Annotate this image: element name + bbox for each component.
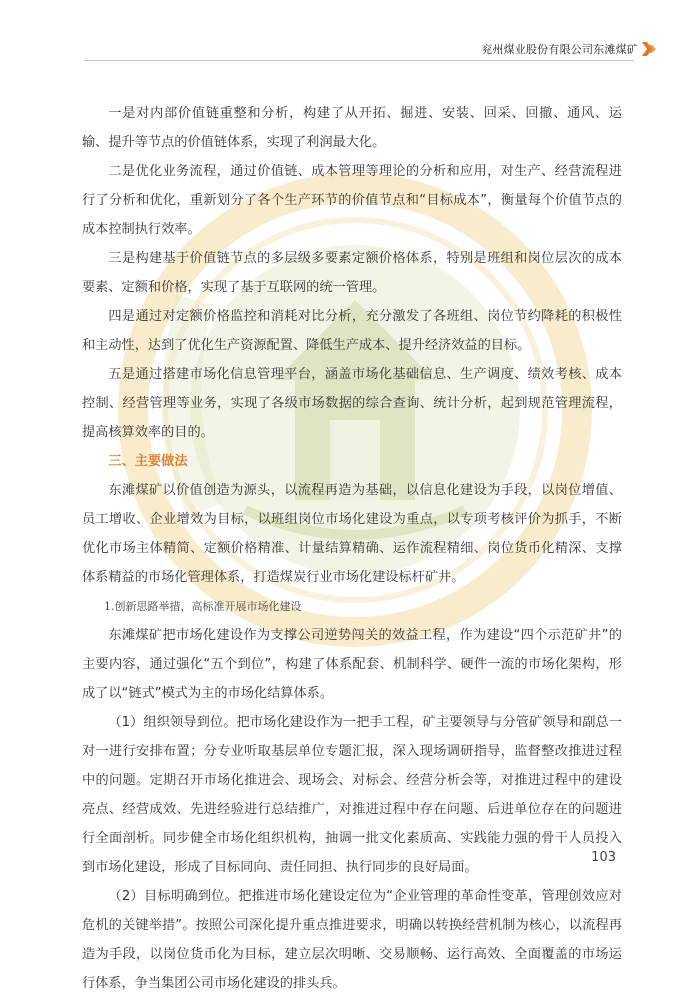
- paragraph: 一是对内部价值链重整和分析，构建了从开拓、掘进、安装、回采、回撤、通风、运输、提升等节点的价值链体系，实现了利润最大化。: [82, 106, 622, 150]
- sub-heading: 1.创新思路举措，高标准开展市场化建设: [104, 600, 302, 613]
- paragraph: 五是通过搭建市场化信息管理平台，涵盖市场化基础信息、生产调度、绩效考核、成本控制、经营管理等业务，实现了各级市场数据的综合查询、统计分析，起到规范管理流程，提高核算效率的目的。: [82, 367, 622, 440]
- header-divider: [84, 60, 634, 61]
- paragraph: 四是通过对定额价格监控和消耗对比分析，充分激发了各班组、岗位节约降耗的积极性和主动性，达到了优化生产资源配置、降低生产成本、提升经济效益的目标。: [82, 309, 622, 353]
- page-number: 103: [591, 850, 616, 865]
- section-heading: 三、主要做法: [108, 454, 188, 469]
- sub-intro: 东滩煤矿把市场化建设作为支撑公司逆势闯关的效益工程，作为建设“四个示范矿井”的主要内容，通过强化“五个到位”，构建了体系配套、机制科学、硬件一流的市场化架构，形成了以“链式”模式为主的市场化结算体系。: [82, 628, 622, 701]
- header-title: 兖州煤业股份有限公司东滩煤矿: [481, 43, 638, 56]
- article-body: [82, 99, 622, 998]
- paragraph: 二是优化业务流程，通过价值链、成本管理等理论的分析和应用，对生产、经营流程进行了分析和优化，重新划分了各个生产环节的价值节点和“目标成本”，衡量每个价值节点的成本控制执行效率。: [82, 164, 622, 237]
- paragraph: 三是构建基于价值链节点的多层级多要素定额价格体系，特别是班组和岗位层次的成本要素、定额和价格，实现了基于互联网的统一管理。: [82, 251, 622, 295]
- page-header: [0, 30, 700, 70]
- list-item-1: （1）组织领导到位。把市场化建设作为一把手工程，矿主要领导与分管矿领导和副总一对一进行安排布置；分专业听取基层单位专题汇报，深入现场调研指导，监督整改推进过程中的问题。定期召开市场化推进会、现场会、对标会、经营分析会等，对推进过程中的建设亮点、经营成效、先进经验进行总结推广，对推进过程中存在问题、后进单位存在的问题进行全面剖析。同步健全市场化组织机构，抽调一批文化素质高、实践能力强的骨干人员投入到市场化建设，形成了目标同向、责任同担、执行同步的良好局面。: [82, 715, 622, 875]
- double-chevron-right-icon: [642, 42, 658, 56]
- section-intro: 东滩煤矿以价值创造为源头，以流程再造为基础，以信息化建设为手段，以岗位增值、员工增收、企业增效为目标，以班组岗位市场化建设为重点，以专项考核评价为抓手，不断优化市场主体精简、定额价格精准、计量结算精确、运作流程精细、岗位货币化精深、支撑体系精益的市场化管理体系，打造煤炭行业市场化建设标杆矿井。: [82, 483, 622, 585]
- list-item-2: （2）目标明确到位。把推进市场化建设定位为“企业管理的革命性变革，管理创效应对危机的关键举措”。按照公司深化提升重点推进要求，明确以转换经营机制为核心，以流程再造为手段，以岗位货币化为目标，建立层次明晰、交易顺畅、运行高效、全面覆盖的市场运行体系，争当集团公司市场化建设的排头兵。: [82, 889, 622, 991]
